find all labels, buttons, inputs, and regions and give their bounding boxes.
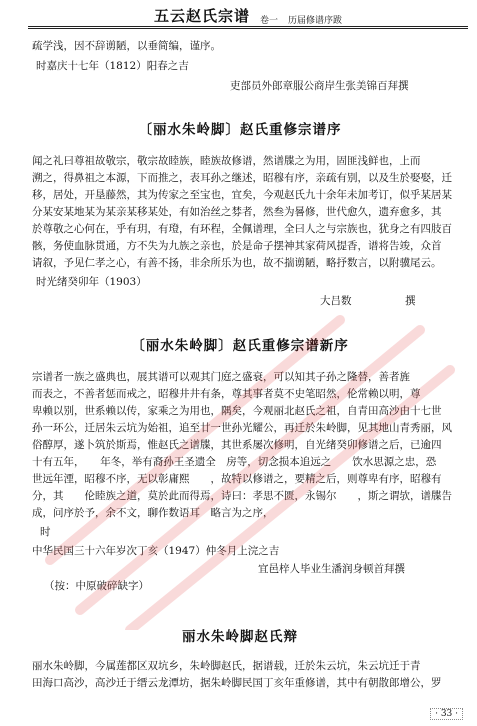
section-title: 〔丽水朱岭脚〕赵氏重修宗谱新序 <box>131 338 349 354</box>
signature-line: 宜邑梓人毕业生潘润身顿首拜撰 <box>258 563 405 575</box>
section-title: 丽水朱岭脚赵氏辩 <box>182 629 298 645</box>
text-line: 十有五年， 年冬，举有裔孙王圣遗全 房等，切念损本追远之 饮水思源之忠，恐 <box>32 456 437 468</box>
text-line: 於尊敬之心何在，乎有玥，有璒，有环程，全佩谱理，全曰人之与宗族也，犹身之有四肢百 <box>32 223 452 235</box>
date-line: 时光绪癸卯年（1903） <box>36 276 147 288</box>
text-line: 时 <box>40 526 51 538</box>
section-title: 〔丽水朱岭脚〕赵氏重修宗谱序 <box>138 122 342 138</box>
text-line: 分，其 伦睦族之道，莫於此而得焉，诗曰：孝思不匮，永锡尔 ，斯之谓欤，谱牒告 <box>32 490 452 502</box>
header-divider <box>28 28 468 29</box>
text-line: 田海口高沙，高沙迁于缙云龙潭坊，据朱岭脚民国丁亥年重修谱，其中有朝散郎增公，罗 <box>32 677 442 689</box>
signature-suffix: 撰 <box>405 295 416 307</box>
date-line: 中华民国三十六年岁次丁亥（1947）仲冬月上浣之吉 <box>32 545 280 557</box>
text-line: 成，问序於予，余不文，聊作数语耳 略言为之序， <box>32 507 274 519</box>
text-line: 疏学浅，因不辞谫陋，以垂简编，谨序。 <box>32 40 221 52</box>
text-line: 世远年湮，昭穆不序，无以彰庸熙 ，故特以修谱之，要精之后，则尊卑有序，昭穆有 <box>32 473 442 485</box>
text-line: 移，居处，开垦藤然，其为传家之至宝也，宜矣，今观赵氏九十余年未加考订，似乎某居某 <box>32 189 452 201</box>
text-line: 分某安某地某为某亲某移某处，有如治丝之棼者，然叁为晷修，世代愈久，遗弃愈多，其 <box>32 206 442 218</box>
page-number: · 33 · <box>430 708 463 720</box>
page-header <box>28 6 468 27</box>
text-line: 闻之礼曰尊祖故敬宗，敬宗故睦族，睦族故修谱，然谱牒之为用，固匪浅鲜也，上而 <box>32 155 421 167</box>
text-line: 骸，务使血脉贯通，方不失为九族之亲也，於是命子摆神其家荷风提香，谱将告竣，众首 <box>32 240 442 252</box>
text-line: 请叙，予见仁孝之心，有善不扬，非余所乐为也，故不揣谫陋，略抒数言，以附骥尾云。 <box>32 257 442 269</box>
text-line: 卑赖以别，世系赖以传，家乘之为用也，隅矣，今观丽北赵氏之祖，自青田高沙由十七世 <box>32 405 442 417</box>
volume-label: 卷一 <box>259 16 278 26</box>
signature-name: 大吕数 <box>320 295 352 307</box>
signature-line: 吏部员外郎章服公商岸生张美锦百拜撰 <box>230 80 409 92</box>
text-line: 溯之，得鼻祖之本源，下而推之，表耳孙之继述，昭穆有序，亲疏有别，以及生於娶娶，迁 <box>32 172 452 184</box>
section-label: 历届修谱序跋 <box>288 16 343 26</box>
date-line: 时嘉庆十七年（1812）阳春之吉 <box>36 60 189 72</box>
book-title: 五云赵氏宗谱 <box>153 7 250 25</box>
text-line: 而表之，不善者惩而戒之，昭穆井井有条，尊其事者莫不史笔昭然，伦常赖以明，尊 <box>32 388 421 400</box>
text-line: 孙一环公，迁居朱云坑为始祖，追至廿一世孙光耀公，再迁於朱岭脚，见其地山青秀丽，风 <box>32 422 452 434</box>
editor-note: （按：中原破碎缺字） <box>44 580 149 592</box>
text-line: 俗醇厚，遂卜筑於斯焉，惟赵氏之谱牒，其世系屡次修明，自光绪癸卯修谱之后，已逾四 <box>32 439 442 451</box>
text-line: 宗谱者一族之盛典也，展其谱可以观其门庭之盛衰，可以知其子孙之隆替，善者旌 <box>32 371 410 383</box>
text-line: 丽水朱岭脚，今属莲都区双坑乡，朱岭脚赵氏，据谱载，迁於朱云坑，朱云坑迁于青 <box>32 660 421 672</box>
